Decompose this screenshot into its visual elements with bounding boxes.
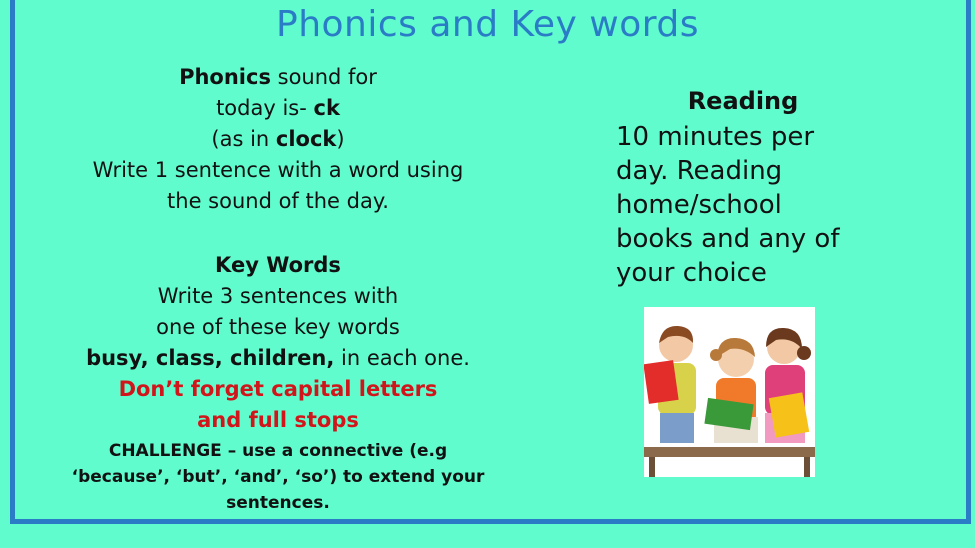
phonics-line-5: the sound of the day. (167, 189, 389, 213)
phonics-example: clock (275, 127, 337, 151)
key-words-list-post: in each one. (334, 346, 470, 370)
phonics-line-3-post: ) (336, 127, 345, 151)
key-words-line-2: one of these key words (156, 315, 400, 339)
key-words-list: busy, class, children, (86, 346, 335, 370)
reading-line-4: books and any of (616, 224, 840, 254)
reading-text (616, 120, 916, 290)
challenge-line-1: CHALLENGE – use a connective (e.g (108, 441, 448, 461)
phonics-line-2-text: today is- (216, 96, 314, 120)
phonics-line-3-pre: (as in (211, 127, 276, 151)
reading-line-3: home/school (616, 190, 782, 220)
key-words-section (58, 250, 498, 516)
challenge-line-2: ‘because’, ‘but’, ‘and’, ‘so’) to extend your (71, 467, 485, 487)
reading-line-5: your choice (616, 258, 767, 288)
phonics-line-3 (58, 124, 498, 155)
reading-line-2: day. Reading (616, 156, 783, 186)
reading-heading: Reading (687, 87, 799, 115)
children-reading-illustration (644, 307, 815, 477)
children-reading-photo (644, 307, 815, 477)
phonics-line-4: Write 1 sentence with a word using (92, 158, 464, 182)
phonics-section (58, 62, 498, 217)
key-words-list-line (58, 343, 498, 374)
phonics-line-2 (58, 93, 498, 124)
phonics-sound: ck (313, 96, 340, 120)
key-words-line-1: Write 3 sentences with (157, 284, 399, 308)
reminder-line-2: and full stops (197, 408, 359, 432)
phonics-line-1-text: sound for (270, 65, 377, 89)
reading-line-1: 10 minutes per (616, 122, 815, 152)
phonics-line-1 (58, 62, 498, 93)
reminder-line-1: Don’t forget capital letters (118, 377, 438, 401)
phonics-heading: Phonics (179, 65, 271, 89)
challenge-line-3: sentences. (226, 493, 330, 513)
key-words-heading: Key Words (215, 253, 341, 277)
page-title: Phonics and Key words (276, 4, 699, 45)
